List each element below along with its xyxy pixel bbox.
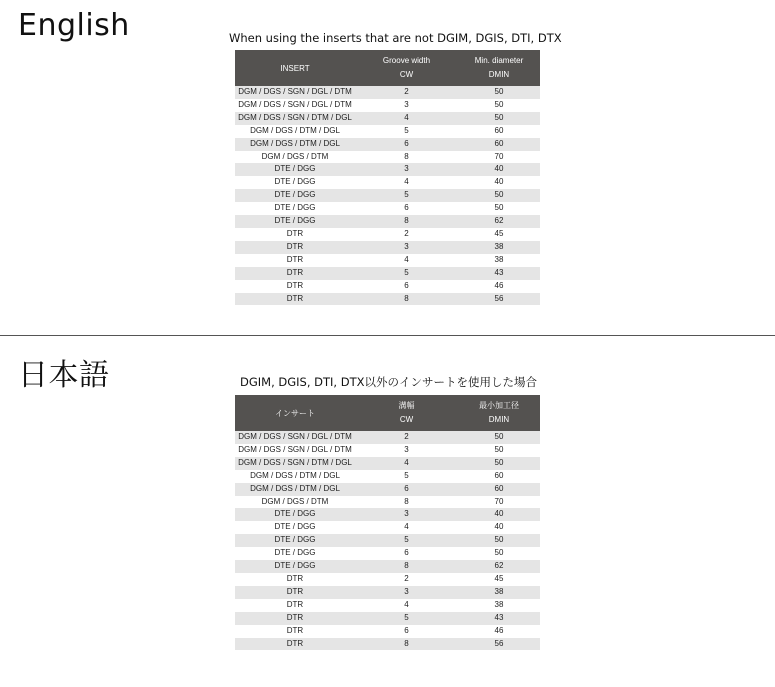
header-insert: インサート bbox=[235, 395, 355, 431]
cell-min-diameter: 38 bbox=[458, 241, 540, 254]
cell-groove-width: 4 bbox=[355, 254, 458, 267]
table-row bbox=[235, 138, 540, 151]
header-groove-width-title: 溝幅 bbox=[398, 401, 415, 410]
header-groove-width-title: Groove width bbox=[382, 56, 431, 65]
table-row bbox=[235, 254, 540, 267]
cell-insert: DGM / DGS / DTM bbox=[235, 151, 355, 164]
cell-min-diameter: 50 bbox=[458, 189, 540, 202]
table-row bbox=[235, 560, 540, 573]
table-row bbox=[235, 457, 540, 470]
cell-groove-width: 2 bbox=[355, 228, 458, 241]
japanese-caption: DGIM, DGIS, DTI, DTX以外のインサートを使用した場合 bbox=[240, 375, 537, 389]
cell-insert: DGM / DGS / DTM / DGL bbox=[235, 138, 355, 151]
cell-groove-width: 5 bbox=[355, 189, 458, 202]
header-groove-width-code: CW bbox=[399, 70, 414, 79]
cell-min-diameter: 50 bbox=[458, 86, 540, 99]
section-divider bbox=[0, 335, 775, 336]
cell-insert: DTE / DGG bbox=[235, 547, 355, 560]
table-row bbox=[235, 521, 540, 534]
cell-groove-width: 8 bbox=[355, 496, 458, 509]
cell-insert: DTR bbox=[235, 254, 355, 267]
cell-min-diameter: 40 bbox=[458, 176, 540, 189]
cell-insert: DTR bbox=[235, 241, 355, 254]
header-min-diameter bbox=[458, 395, 540, 431]
cell-min-diameter: 56 bbox=[458, 293, 540, 306]
cell-groove-width: 6 bbox=[355, 202, 458, 215]
table-row bbox=[235, 228, 540, 241]
cell-groove-width: 5 bbox=[355, 125, 458, 138]
cell-min-diameter: 50 bbox=[458, 202, 540, 215]
cell-groove-width: 2 bbox=[355, 573, 458, 586]
english-heading: English bbox=[18, 8, 130, 43]
header-min-diameter-title: 最小加工径 bbox=[479, 401, 519, 410]
table-row bbox=[235, 496, 540, 509]
cell-min-diameter: 43 bbox=[458, 612, 540, 625]
table-row bbox=[235, 293, 540, 306]
cell-insert: DTE / DGG bbox=[235, 534, 355, 547]
header-insert: INSERT bbox=[235, 50, 355, 86]
cell-insert: DGM / DGS / SGN / DGL / DTM bbox=[235, 99, 355, 112]
table-row bbox=[235, 241, 540, 254]
cell-groove-width: 6 bbox=[355, 280, 458, 293]
header-groove-width bbox=[355, 395, 458, 431]
cell-insert: DTE / DGG bbox=[235, 202, 355, 215]
cell-groove-width: 4 bbox=[355, 599, 458, 612]
cell-insert: DTR bbox=[235, 612, 355, 625]
cell-groove-width: 3 bbox=[355, 586, 458, 599]
table-row bbox=[235, 176, 540, 189]
cell-min-diameter: 38 bbox=[458, 254, 540, 267]
cell-insert: DGM / DGS / SGN / DGL / DTM bbox=[235, 431, 355, 444]
cell-insert: DTE / DGG bbox=[235, 215, 355, 228]
cell-groove-width: 8 bbox=[355, 215, 458, 228]
cell-groove-width: 8 bbox=[355, 293, 458, 306]
header-groove-width bbox=[355, 50, 458, 86]
cell-min-diameter: 56 bbox=[458, 638, 540, 651]
table-row bbox=[235, 483, 540, 496]
cell-groove-width: 6 bbox=[355, 138, 458, 151]
cell-insert: DTR bbox=[235, 625, 355, 638]
cell-min-diameter: 50 bbox=[458, 112, 540, 125]
cell-groove-width: 5 bbox=[355, 612, 458, 625]
cell-insert: DGM / DGS / DTM / DGL bbox=[235, 470, 355, 483]
english-table-header-row bbox=[235, 50, 540, 86]
cell-groove-width: 3 bbox=[355, 99, 458, 112]
cell-insert: DTE / DGG bbox=[235, 521, 355, 534]
cell-min-diameter: 60 bbox=[458, 125, 540, 138]
cell-min-diameter: 60 bbox=[458, 138, 540, 151]
table-row bbox=[235, 444, 540, 457]
cell-groove-width: 6 bbox=[355, 483, 458, 496]
table-row bbox=[235, 534, 540, 547]
english-insert-table bbox=[235, 50, 540, 305]
cell-groove-width: 6 bbox=[355, 625, 458, 638]
cell-min-diameter: 50 bbox=[458, 444, 540, 457]
cell-groove-width: 2 bbox=[355, 431, 458, 444]
cell-insert: DGM / DGS / SGN / DGL / DTM bbox=[235, 444, 355, 457]
cell-insert: DTR bbox=[235, 586, 355, 599]
cell-min-diameter: 62 bbox=[458, 560, 540, 573]
cell-min-diameter: 50 bbox=[458, 547, 540, 560]
cell-insert: DGM / DGS / SGN / DTM / DGL bbox=[235, 112, 355, 125]
cell-groove-width: 4 bbox=[355, 521, 458, 534]
cell-groove-width: 4 bbox=[355, 176, 458, 189]
cell-groove-width: 3 bbox=[355, 163, 458, 176]
cell-min-diameter: 46 bbox=[458, 280, 540, 293]
table-row bbox=[235, 86, 540, 99]
table-row bbox=[235, 612, 540, 625]
cell-min-diameter: 50 bbox=[458, 431, 540, 444]
header-min-diameter-code: DMIN bbox=[488, 415, 510, 424]
cell-min-diameter: 50 bbox=[458, 534, 540, 547]
cell-groove-width: 3 bbox=[355, 508, 458, 521]
cell-insert: DTR bbox=[235, 280, 355, 293]
table-row bbox=[235, 599, 540, 612]
header-min-diameter-code: DMIN bbox=[488, 70, 510, 79]
cell-insert: DGM / DGS / DTM / DGL bbox=[235, 483, 355, 496]
table-row bbox=[235, 280, 540, 293]
english-table-body bbox=[235, 86, 540, 305]
header-groove-width-code: CW bbox=[399, 415, 414, 424]
cell-insert: DTR bbox=[235, 267, 355, 280]
cell-min-diameter: 50 bbox=[458, 99, 540, 112]
cell-insert: DTE / DGG bbox=[235, 560, 355, 573]
cell-insert: DTR bbox=[235, 638, 355, 651]
table-row bbox=[235, 125, 540, 138]
cell-insert: DGM / DGS / DTM / DGL bbox=[235, 125, 355, 138]
cell-groove-width: 5 bbox=[355, 267, 458, 280]
cell-groove-width: 5 bbox=[355, 470, 458, 483]
table-row bbox=[235, 267, 540, 280]
cell-insert: DTE / DGG bbox=[235, 189, 355, 202]
table-row bbox=[235, 163, 540, 176]
cell-insert: DTR bbox=[235, 599, 355, 612]
cell-insert: DTE / DGG bbox=[235, 508, 355, 521]
table-row bbox=[235, 508, 540, 521]
cell-min-diameter: 46 bbox=[458, 625, 540, 638]
cell-min-diameter: 40 bbox=[458, 521, 540, 534]
cell-insert: DTR bbox=[235, 228, 355, 241]
japanese-table-body bbox=[235, 431, 540, 650]
cell-groove-width: 3 bbox=[355, 444, 458, 457]
cell-min-diameter: 40 bbox=[458, 163, 540, 176]
header-min-diameter bbox=[458, 50, 540, 86]
cell-groove-width: 3 bbox=[355, 241, 458, 254]
table-row bbox=[235, 573, 540, 586]
table-row bbox=[235, 99, 540, 112]
cell-min-diameter: 40 bbox=[458, 508, 540, 521]
cell-insert: DTR bbox=[235, 573, 355, 586]
table-row bbox=[235, 547, 540, 560]
table-row bbox=[235, 586, 540, 599]
cell-groove-width: 5 bbox=[355, 534, 458, 547]
cell-groove-width: 8 bbox=[355, 560, 458, 573]
table-row bbox=[235, 189, 540, 202]
cell-min-diameter: 60 bbox=[458, 470, 540, 483]
japanese-heading: 日本語 bbox=[18, 358, 110, 393]
table-row bbox=[235, 431, 540, 444]
table-row bbox=[235, 470, 540, 483]
cell-insert: DTE / DGG bbox=[235, 163, 355, 176]
table-row bbox=[235, 625, 540, 638]
table-row bbox=[235, 202, 540, 215]
table-row bbox=[235, 215, 540, 228]
cell-min-diameter: 70 bbox=[458, 496, 540, 509]
cell-min-diameter: 38 bbox=[458, 586, 540, 599]
header-min-diameter-title: Min. diameter bbox=[474, 56, 524, 65]
cell-insert: DGM / DGS / SGN / DGL / DTM bbox=[235, 86, 355, 99]
japanese-insert-table bbox=[235, 395, 540, 650]
cell-min-diameter: 45 bbox=[458, 573, 540, 586]
cell-insert: DTE / DGG bbox=[235, 176, 355, 189]
cell-insert: DTR bbox=[235, 293, 355, 306]
cell-groove-width: 4 bbox=[355, 457, 458, 470]
cell-min-diameter: 38 bbox=[458, 599, 540, 612]
cell-min-diameter: 50 bbox=[458, 457, 540, 470]
cell-groove-width: 8 bbox=[355, 151, 458, 164]
cell-insert: DGM / DGS / SGN / DTM / DGL bbox=[235, 457, 355, 470]
cell-min-diameter: 70 bbox=[458, 151, 540, 164]
cell-groove-width: 8 bbox=[355, 638, 458, 651]
english-caption: When using the inserts that are not DGIM, DGIS, DTI, DTX bbox=[229, 31, 562, 45]
table-row bbox=[235, 112, 540, 125]
cell-min-diameter: 43 bbox=[458, 267, 540, 280]
cell-groove-width: 2 bbox=[355, 86, 458, 99]
japanese-table-header-row bbox=[235, 395, 540, 431]
cell-groove-width: 4 bbox=[355, 112, 458, 125]
cell-insert: DGM / DGS / DTM bbox=[235, 496, 355, 509]
table-row bbox=[235, 638, 540, 651]
cell-min-diameter: 60 bbox=[458, 483, 540, 496]
cell-min-diameter: 45 bbox=[458, 228, 540, 241]
cell-min-diameter: 62 bbox=[458, 215, 540, 228]
cell-groove-width: 6 bbox=[355, 547, 458, 560]
table-row bbox=[235, 151, 540, 164]
